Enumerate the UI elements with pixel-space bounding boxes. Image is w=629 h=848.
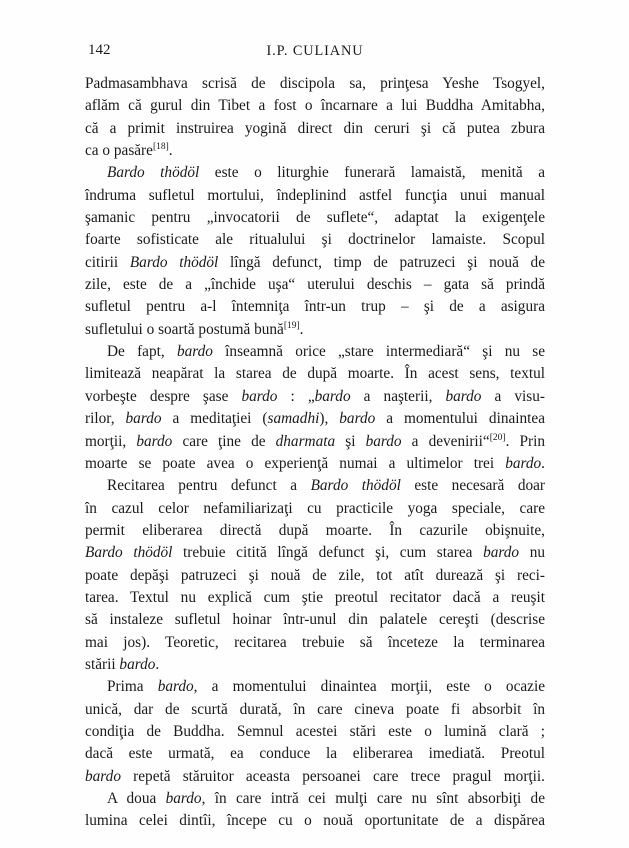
text-run: şamanic pentru „invocatorii de suflete“, adaptat la exigenţele [85,209,545,227]
footnote-reference: [18] [152,141,169,152]
text-run: a devenirii“ [401,432,490,450]
text-run: şi [335,432,366,450]
italic-text-run: bardo [136,432,173,450]
text-line [85,609,545,631]
text-line [85,721,545,743]
text-run: a naşterii, [350,387,446,405]
text-run: a meditaţiei ( [161,410,268,428]
text-run: . Prin [505,432,545,450]
text-run: este necesară doar [400,477,546,495]
text-run: lîngă defunct, timp de patruzeci şi nouă de [218,253,545,271]
italic-text-run: samadhi [267,410,320,428]
text-run: tarea. Textul nu explică cum ştie preotul recitator dacă a reuşit [85,588,545,606]
page-body [85,73,545,833]
italic-text-run: Bardo thödöl [129,253,219,271]
text-run: . [168,142,173,160]
italic-text-run: bardo [176,343,213,361]
text-run: lumina celei dintîi, începe cu o nouă oportunitate de a dispărea [85,812,545,830]
text-run: condiţia de Buddha. Semnul acestei stări este o lumină clară ; [85,722,545,740]
text-run: care ţine de [172,432,276,450]
italic-text-run: bardo [314,387,351,405]
text-run: citirii [85,253,130,271]
text-line [85,363,545,385]
text-run: : „ [277,387,315,405]
text-line [85,296,545,318]
text-line [85,408,545,430]
text-run: , în care intră cei mulţi care nu sînt absorbiţi de [201,790,545,807]
text-run: foarte sofisticate ale ritualului şi doctrinelor lamaiste. Scopul [85,231,545,249]
italic-text-run: bardo [125,410,162,428]
text-run: morţii, [85,432,137,450]
text-run: că a primit instruirea yogină direct din ceruri şi că putea zbura [85,119,545,137]
text-run: repetă stăruitor aceasta persoanei care trece pragul morţii. [120,767,545,785]
text-line [85,229,545,251]
text-line [85,73,545,95]
italic-text-run: bardo [119,655,156,673]
text-run: Padmasambhava scrisă de discipola sa, prinţesa Yeshe Tsogyel, [85,75,545,92]
text-line [85,565,545,587]
text-run: rilor, [85,410,126,428]
text-run: stării [85,655,120,673]
italic-text-run: bardo [85,767,121,785]
text-line [85,520,545,542]
text-run: . [299,320,304,338]
text-line [85,810,545,832]
text-run: limitează neapărat la starea de după moarte. În acest sens, textul [85,365,545,383]
text-line [85,185,545,207]
italic-text-run: Bardo thödöl [310,477,401,495]
text-run: De fapt, [107,343,177,361]
text-run: . [155,655,160,673]
text-line [85,453,545,475]
text-run: ca o pasăre [85,142,153,160]
text-line [85,207,545,229]
text-run: , a momentului dinaintea morţii, este o ocazie [193,678,545,696]
text-line [85,654,545,676]
text-line [85,386,545,408]
text-run: mai jos). Teoretic, recitarea trebuie să înceteze la terminarea [85,633,545,651]
text-line [85,319,545,341]
text-line [85,475,545,497]
footnote-reference: [20] [489,432,506,443]
text-run: zile, este de a „închide uşa“ uterului deschis – gata să prindă [85,276,545,294]
italic-text-run: dharmata [275,432,336,450]
text-run: poate depăşi patruzeci şi nouă de zile, tot atît durează şi reci- [85,566,545,584]
text-run: aflăm că gurul din Tibet a fost o încarnare a lui Buddha Amitabha, [85,97,545,115]
text-line [85,788,545,810]
italic-text-run: bardo [505,454,542,472]
italic-text-run: bardo [483,544,520,562]
text-run: vorbeşte despre şase [85,387,242,405]
text-line [85,632,545,654]
text-line [85,341,545,363]
text-line [85,140,545,162]
text-line [85,274,545,296]
italic-text-run: bardo [241,387,278,405]
text-line [85,95,545,117]
italic-text-run: bardo [157,678,194,696]
text-run: sufletul pentru a-l întemniţa într-un trup – şi de a asigura [85,298,545,316]
italic-text-run: Bardo thödöl [85,544,173,562]
text-run: trebuie citită lîngă defunct şi, cum starea [172,544,484,562]
text-run: nu [519,544,545,562]
text-run: a visu- [481,387,545,405]
text-run: îndruma sufletul mortului, îndeplinind astfel funcţia unui manual [85,186,545,204]
italic-text-run: bardo [365,432,402,450]
text-line [85,162,545,184]
italic-text-run: bardo [165,790,202,807]
text-run: înseamnă orice „stare intermediară“ şi nu se [212,343,545,361]
text-run: să instaleze sufletul hoinar într-unul din palatele cereşti (descrise [85,611,545,629]
text-line [85,743,545,765]
text-run: . [541,454,545,472]
text-run: unică, dar de scurtă durată, în care cineva poate fi absorbit în [85,700,545,718]
text-line [85,676,545,698]
text-line [85,766,545,788]
text-run: A doua [107,790,166,807]
page-number: 142 [88,42,111,58]
italic-text-run: Bardo thödöl [107,164,200,182]
text-run: Recitarea pentru defunct a [107,477,311,495]
text-line [85,252,545,274]
italic-text-run: bardo [339,410,376,428]
running-header-title: I.P. CULIANU [266,43,364,59]
text-run: moarte se poate avea o experienţă numai a ultimelor trei [85,454,506,472]
text-run: în cazul celor nefamiliarizaţi cu practicile yoga speciale, care [85,499,545,517]
footnote-reference: [19] [283,320,300,331]
text-line [85,542,545,564]
italic-text-run: bardo [445,387,482,405]
text-run: permit eliberarea directă după moarte. În cazurile obişnuite, [85,521,545,539]
text-run: a momentului dinaintea [375,410,545,428]
text-line [85,431,545,453]
text-line [85,699,545,721]
text-run: dacă este urmată, ea conduce la eliberarea imediată. Preotul [85,745,545,763]
text-run: Prima [107,678,158,696]
text-run: este o liturghie funerară lamaistă, menită a [199,164,545,182]
text-line [85,118,545,140]
text-line [85,498,545,520]
text-line [85,587,545,609]
text-run: ), [319,410,340,428]
text-run: sufletului o soartă postumă bună [85,320,284,338]
